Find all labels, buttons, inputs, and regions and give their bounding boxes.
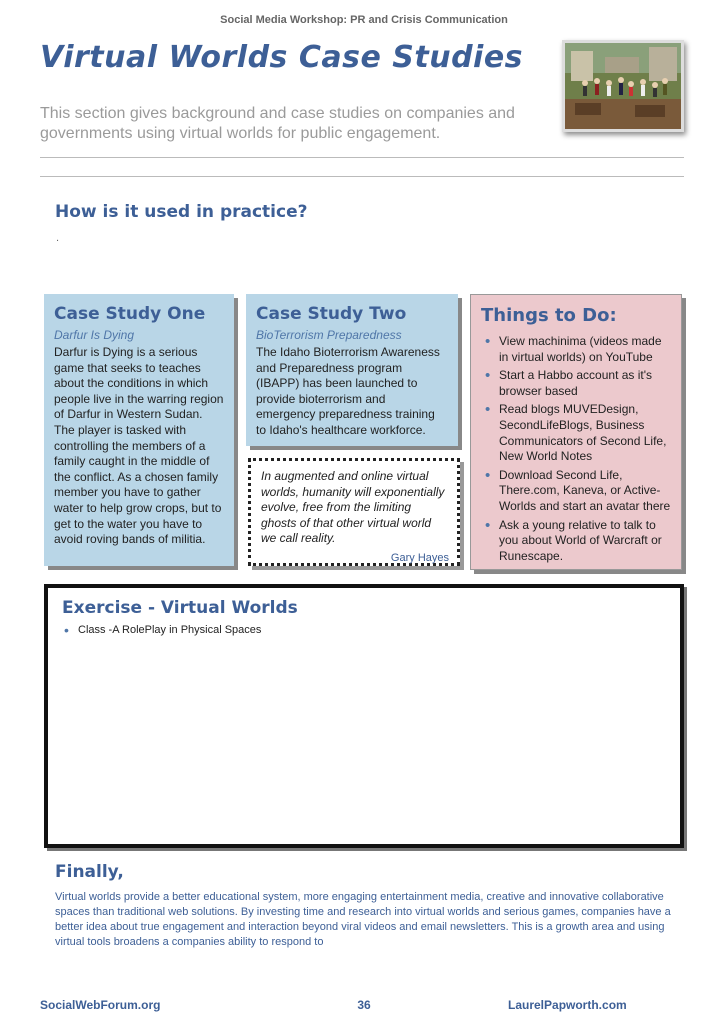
divider xyxy=(40,157,684,158)
quote-box xyxy=(248,458,460,566)
case-study-one-subtitle: Darfur Is Dying xyxy=(54,328,135,342)
case-study-one-body: Darfur is Dying is a serious game that seeks to teaches about the conditions in which people live in the warring region of Darfur in Western Sudan. The player is tasked with controlling the members of a family caught in the middle of the conflict. As a chosen family member you have to gather water to help grow crops, but to get to the water you have to avoid roving bands of militia. xyxy=(54,345,224,547)
footer-right-link[interactable]: LaurelPapworth.com xyxy=(508,998,627,1012)
list-item: • Ask a young relative to talk to you about World of Warcraft or Runescape. xyxy=(485,516,662,563)
finally-body: Virtual worlds provide a better educational system, more engaging entertainment media, creative and innovative collaborative spaces than traditional web solutions. By investing time and research into virtual worlds and serious games, companies have a better idea about true engagement and interaction beyond viral videos and email newsletters. This is a growth area and using virtual tools broadens a companies ability to respond to xyxy=(55,891,671,948)
quote-author: Gary Hayes xyxy=(390,551,449,564)
things-to-do-list xyxy=(481,334,671,564)
case-study-two-subtitle: BioTerrorism Preparedness xyxy=(256,328,402,342)
bullet-icon: • xyxy=(64,622,69,638)
list-item: • Start a Habbo account as it's browser based xyxy=(485,367,653,398)
virtual-world-photo xyxy=(562,40,684,132)
practice-text: . xyxy=(56,232,60,244)
case-study-two-card xyxy=(246,294,458,446)
intro-text: This section gives background and case studies on companies and governments using virtual worlds for public engagement. xyxy=(40,105,515,142)
running-header: Social Media Workshop: PR and Crisis Communication xyxy=(220,14,508,26)
bullet-icon: • xyxy=(485,466,491,484)
things-to-do-card xyxy=(470,294,682,570)
list-item: • Download Second Life, There.com, Kaneva, or Active-Worlds and start an avatar there xyxy=(485,466,671,513)
case-study-one-title: Case Study One xyxy=(54,304,206,324)
things-to-do-title: Things to Do: xyxy=(481,305,617,326)
quote-text: In augmented and online virtual worlds, humanity will exponentially evolve, free from the limiting ghosts of that other virtual world we call reality. xyxy=(261,469,445,546)
list-item: • Read blogs MUVEDesign, SecondLifeBlogs, Business Communicators of Second Life, New World Notes xyxy=(485,401,667,464)
exercise-item: • Class -A RolePlay in Physical Spaces xyxy=(64,622,262,638)
page-number: 36 xyxy=(357,998,371,1012)
bullet-icon: • xyxy=(485,516,491,534)
bullet-icon: • xyxy=(485,401,491,419)
exercise-box xyxy=(44,584,684,848)
page-title: Virtual Worlds Case Studies xyxy=(40,40,524,75)
case-study-two-title: Case Study Two xyxy=(256,304,407,324)
bullet-icon: • xyxy=(485,367,491,385)
case-study-one-card xyxy=(44,294,234,566)
case-study-two-body: The Idaho Bioterrorism Awareness and Preparedness program (IBAPP) has been launched to provide bioterrorism and emergency preparedness training to Idaho's healthcare workforce. xyxy=(256,345,440,437)
bullet-icon: • xyxy=(485,333,491,350)
divider xyxy=(40,176,684,177)
virtual-world-scene-image xyxy=(565,43,681,129)
list-item: • View machinima (videos made in virtual worlds) on YouTube xyxy=(485,333,662,364)
exercise-title: Exercise - Virtual Worlds xyxy=(62,598,298,618)
finally-heading: Finally, xyxy=(55,862,124,882)
footer-left-link[interactable]: SocialWebForum.org xyxy=(40,998,161,1012)
practice-heading: How is it used in practice? xyxy=(55,202,308,222)
